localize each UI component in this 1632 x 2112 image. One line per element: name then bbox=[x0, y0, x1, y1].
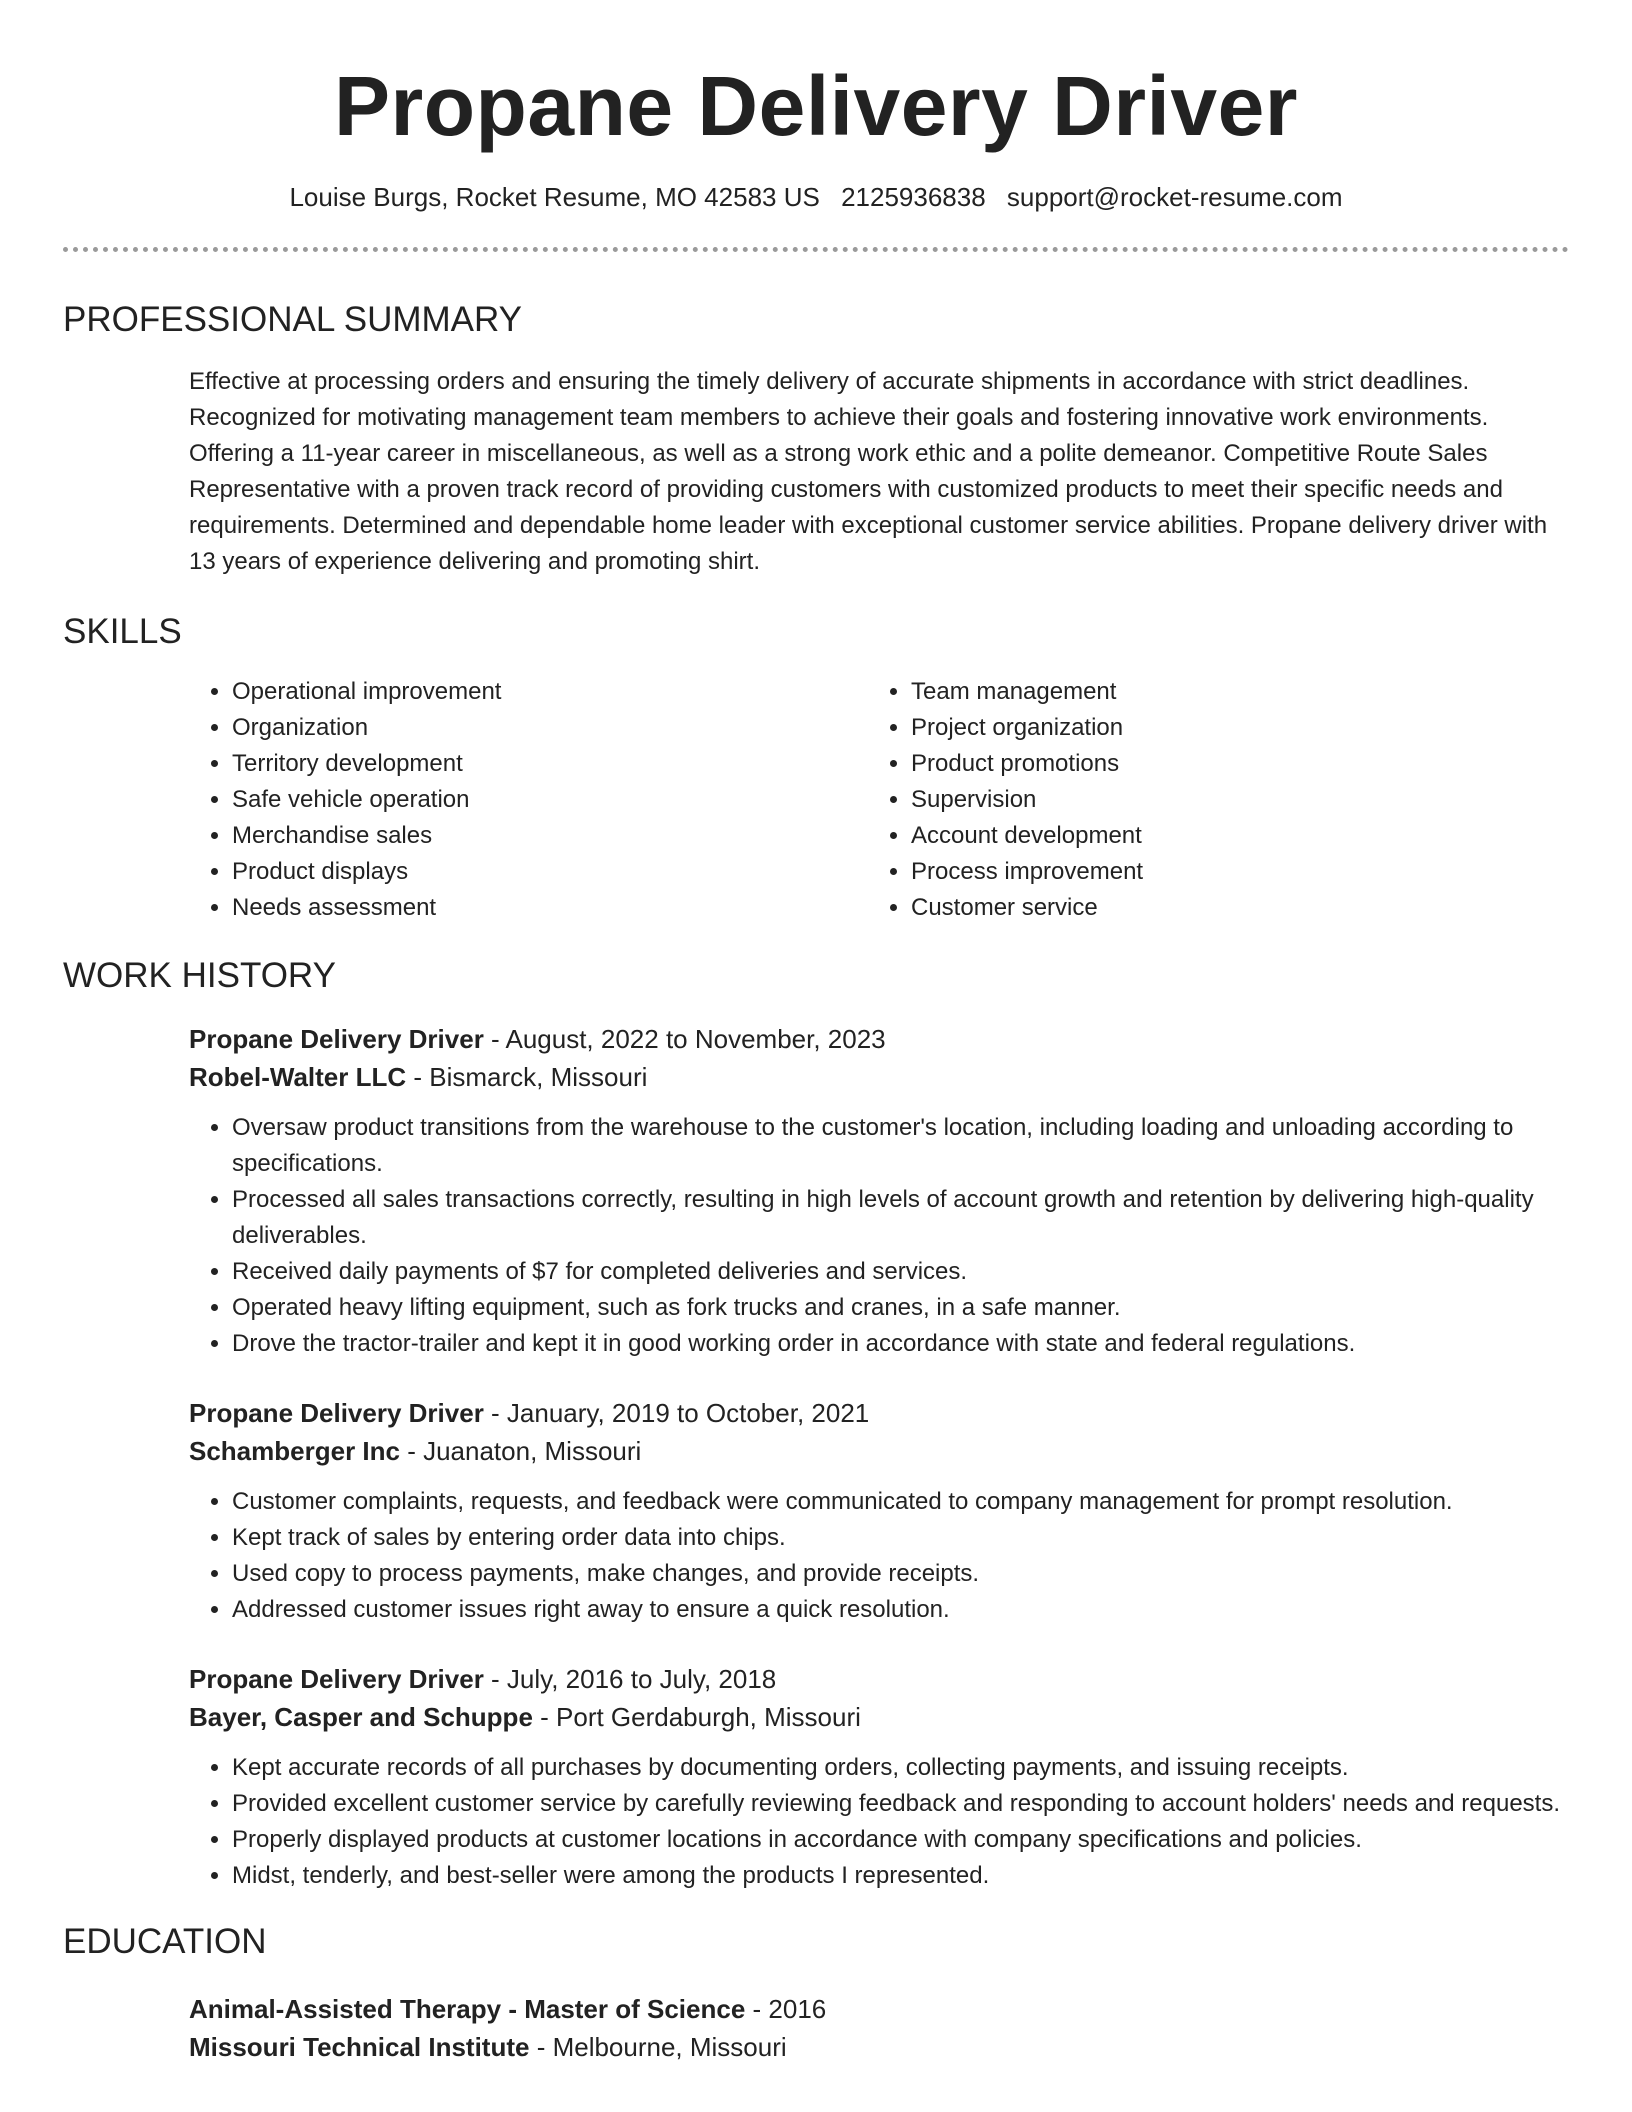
resume-title: Propane Delivery Driver bbox=[334, 59, 1298, 153]
job-bullet: • Midst, tenderly, and best-seller were among the products I represented. bbox=[232, 1858, 1569, 1894]
job-company: Robel-Walter LLC bbox=[189, 1062, 407, 1092]
job-location: - Juanaton, Missouri bbox=[399, 1436, 642, 1466]
skill-item: • Account development bbox=[911, 818, 1547, 854]
job-bullets bbox=[189, 1484, 1569, 1628]
skills-column-right bbox=[868, 674, 1547, 926]
skill-item: • Operational improvement bbox=[232, 674, 868, 710]
contact-address: Louise Burgs, Rocket Resume, MO 42583 US bbox=[289, 182, 820, 212]
skill-item: • Product promotions bbox=[911, 746, 1547, 782]
job-location: - Bismarck, Missouri bbox=[406, 1062, 648, 1092]
job-bullet: • Received daily payments of $7 for completed deliveries and services. bbox=[232, 1254, 1569, 1290]
skills-heading: SKILLS bbox=[63, 612, 182, 651]
skill-item: • Customer service bbox=[911, 890, 1547, 926]
job-dates: - January, 2019 to October, 2021 bbox=[483, 1398, 870, 1428]
job-bullet: • Drove the tractor-trailer and kept it in good working order in accordance with state and federal regulations. bbox=[232, 1326, 1569, 1362]
header-divider bbox=[63, 247, 1569, 252]
job-bullet: • Oversaw product transitions from the warehouse to the customer's location, including loading and unloading according to specifications. bbox=[232, 1110, 1569, 1182]
contact-phone: 2125936838 bbox=[841, 182, 986, 212]
skill-item: • Product displays bbox=[232, 854, 868, 890]
job-company-line bbox=[189, 1432, 1569, 1470]
job-bullet: • Customer complaints, requests, and feedback were communicated to company management for prompt resolution. bbox=[232, 1484, 1569, 1520]
job-dates: - August, 2022 to November, 2023 bbox=[483, 1024, 886, 1054]
skill-item: • Project organization bbox=[911, 710, 1547, 746]
skill-item: • Process improvement bbox=[911, 854, 1547, 890]
education-heading: EDUCATION bbox=[63, 1922, 267, 1961]
job-company-line bbox=[189, 1698, 1569, 1736]
job-title-line bbox=[189, 1660, 1569, 1698]
job-bullet: • Kept accurate records of all purchases by documenting orders, collecting payments, and issuing receipts. bbox=[232, 1750, 1569, 1786]
job-bullet: • Properly displayed products at customer locations in accordance with company specifications and policies. bbox=[232, 1822, 1569, 1858]
summary-heading: PROFESSIONAL SUMMARY bbox=[63, 300, 522, 339]
skills-column-left bbox=[189, 674, 868, 926]
job-bullet: • Provided excellent customer service by carefully reviewing feedback and responding to account holders' needs and requests. bbox=[232, 1786, 1569, 1822]
job-bullets bbox=[189, 1110, 1569, 1362]
job-company: Schamberger Inc bbox=[189, 1436, 400, 1466]
job-role: Propane Delivery Driver bbox=[189, 1024, 484, 1054]
work-history-heading: WORK HISTORY bbox=[63, 956, 336, 995]
education-degree-line bbox=[189, 1990, 1569, 2028]
job-bullet: • Processed all sales transactions correctly, resulting in high levels of account growth and retention by delivering high-quality deliverables. bbox=[232, 1182, 1569, 1254]
skills-list bbox=[189, 674, 1569, 926]
education-school: Missouri Technical Institute bbox=[189, 2032, 530, 2062]
job-entry bbox=[189, 1660, 1569, 1894]
job-entry bbox=[189, 1020, 1569, 1362]
job-company-line bbox=[189, 1058, 1569, 1096]
job-title-line bbox=[189, 1020, 1569, 1058]
job-bullet: • Used copy to process payments, make changes, and provide receipts. bbox=[232, 1556, 1569, 1592]
education-school-line bbox=[189, 2028, 1569, 2066]
job-bullet: • Operated heavy lifting equipment, such as fork trucks and cranes, in a safe manner. bbox=[232, 1290, 1569, 1326]
job-dates: - July, 2016 to July, 2018 bbox=[483, 1664, 777, 1694]
education-degree: Animal-Assisted Therapy - Master of Science bbox=[189, 1994, 746, 2024]
skill-item: • Team management bbox=[911, 674, 1547, 710]
education-year: - 2016 bbox=[745, 1994, 827, 2024]
education-entry bbox=[189, 1990, 1569, 2066]
contact-line bbox=[63, 180, 1569, 214]
skill-item: • Territory development bbox=[232, 746, 868, 782]
contact-email: support@rocket-resume.com bbox=[1006, 182, 1343, 212]
job-role: Propane Delivery Driver bbox=[189, 1398, 484, 1428]
job-role: Propane Delivery Driver bbox=[189, 1664, 484, 1694]
skill-item: • Needs assessment bbox=[232, 890, 868, 926]
job-entry bbox=[189, 1394, 1569, 1628]
job-title-line bbox=[189, 1394, 1569, 1432]
education-location: - Melbourne, Missouri bbox=[529, 2032, 787, 2062]
skill-item: • Safe vehicle operation bbox=[232, 782, 868, 818]
skill-item: • Organization bbox=[232, 710, 868, 746]
summary-text: Effective at processing orders and ensuring the timely delivery of accurate shipments in accordance with strict deadlines. Recognized for motivating management team members to achieve their goals and fostering innovative work environments. Offering a 11-year career in miscellaneous, as well as a strong work ethic and a polite demeanor. Competitive Route Sales Representative with a proven track record of providing customers with customized products to meet their specific needs and requirements. Determined and dependable home leader with exceptional customer service abilities. Propane delivery driver with 13 years of experience delivering and promoting shirt. bbox=[189, 368, 1548, 575]
job-bullet: • Kept track of sales by entering order data into chips. bbox=[232, 1520, 1569, 1556]
job-bullets bbox=[189, 1750, 1569, 1894]
job-company: Bayer, Casper and Schuppe bbox=[189, 1702, 533, 1732]
job-location: - Port Gerdaburgh, Missouri bbox=[532, 1702, 861, 1732]
job-bullet: • Addressed customer issues right away to ensure a quick resolution. bbox=[232, 1592, 1569, 1628]
skill-item: • Merchandise sales bbox=[232, 818, 868, 854]
skill-item: • Supervision bbox=[911, 782, 1547, 818]
